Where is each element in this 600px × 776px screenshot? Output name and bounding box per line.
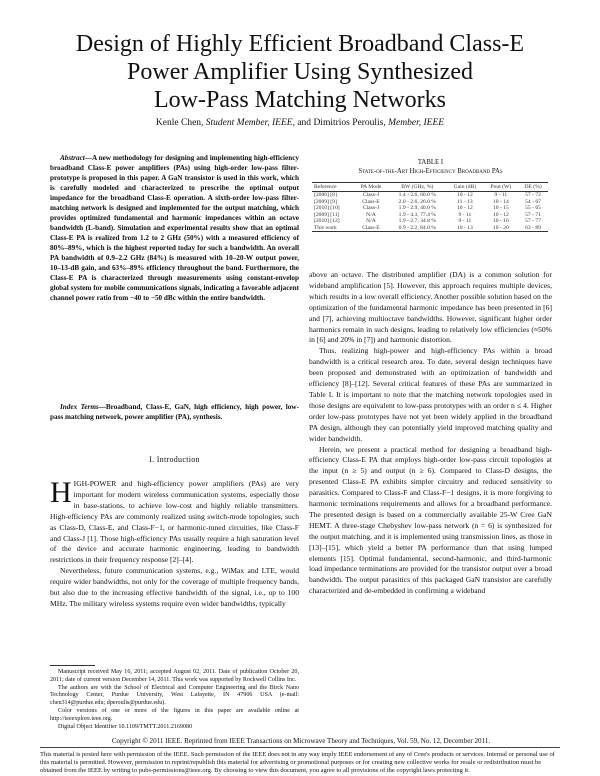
table-number: TABLE I bbox=[417, 159, 444, 166]
introduction-text bbox=[50, 476, 299, 610]
footnote-doi: Digital Object Identifier 10.1109/TMTT.2011.2169080 bbox=[58, 723, 193, 730]
table-cell: 0.9 - 2.2, 84.0 % bbox=[388, 225, 446, 232]
intro-paragraph-2: Nevertheless, future communication systems, e.g., WiMax and LTE, would require wider bandwidths, not only for the coverage of multiple frequency bands, but also due to the increasing effective bandwidth of the signal, i.e., up to 100 MHz. The military wireless systems require even wider bandwidths, typically bbox=[50, 566, 299, 608]
table-row bbox=[312, 192, 548, 199]
abstract-label: Abstract— bbox=[60, 154, 92, 162]
table-cell: 1.4 - 2.6, 60.0 % bbox=[398, 192, 436, 198]
body-paragraph: Thus, realizing high-power and high-efficiency PAs within a broad bandwidth is a critical research area. To date, several design techniques have been proposed and demonstrated with an optimization of bandwidth and efficiency [8]–[12]. Several critical features of these PAs are summarized in Table I. It is important to note that the matching network topologies used in those designs are equivalent to low-pass prototypes with an order n ≤ 4. Higher order low-pass prototypes have not yet been widely applied in the broadband PA design, although they can potentially yield improved matching quality and wider bandwidth. bbox=[309, 346, 552, 443]
title-line-3: Low-Pass Matching Networks bbox=[154, 87, 446, 113]
author-line bbox=[40, 118, 560, 128]
intro-paragraph-1: IGH-POWER and high-efficiency power amplifiers (PAs) are very important for modern wireless communication systems, especially those in base-stations, to achieve low-cost and highly reliable transmitters. High-efficiency PAs are commonly realized using switch-mode topologies, such as Class-D, Class-E, and Class-F−1, or harmonic-tuned circuities, like Class-F and Class-J [1]. Those high-efficiency PAs usually require a high saturation level of the device and accurate harmonic engineering, leading to bandwidth restrictions in their frequency response [2]–[4]. bbox=[50, 479, 299, 565]
body-paragraph: above an octave. The distributed amplifier (DA) is a common solution for wideband amplification [5]. However, this approach requires multiple devices, which results in a low overall efficiency. Another possible solution based on the optimization of the fundamental harmonic impedance has been presented in [6] and [7], achieving multioctave bandwidths. However, significant higher order harmonics remain in such designs, leading to relatively low efficiencies (≈50% in [6] and 20% in [7]) and harmonic distortion. bbox=[309, 270, 552, 345]
table-cell: [2009] [11] bbox=[314, 211, 340, 218]
title-line-1: Design of Highly Efficient Broadband Class-E bbox=[75, 31, 525, 57]
table-title: State-of-the-Art High-Efficiency Broadband PAs bbox=[358, 168, 503, 175]
right-column-text bbox=[309, 270, 552, 597]
table-cell: [2010] [10] bbox=[314, 205, 340, 211]
table-cell: [2010] [12] bbox=[314, 218, 340, 224]
table-cell: 9 - 11 bbox=[458, 218, 472, 224]
footnote-affiliation: The authors are with the School of Electrical and Computer Engineering and the Birck Nano Technology Center, Purdue University, West Lafayette, IN 47906 USA (e-mail: chen314@purdue.edu; dperoulis@purdue.edu). bbox=[50, 684, 299, 707]
table-cell: 55 - 65 bbox=[525, 205, 541, 211]
table-cell: 1.9 - 2.9, 40.0 % bbox=[398, 205, 436, 211]
comparison-table bbox=[312, 182, 548, 232]
table-cell: 10 - 13 bbox=[446, 225, 483, 232]
table-cell: 57 - 72 bbox=[525, 192, 541, 198]
table-cell: 57 - 71 bbox=[525, 211, 541, 218]
abstract bbox=[50, 153, 299, 303]
author-conjunction: and bbox=[297, 118, 312, 128]
table-cell: 10 - 20 bbox=[484, 225, 519, 232]
table-cell: 10 - 12 bbox=[456, 205, 473, 211]
author-role-1: Student Member, IEEE, bbox=[205, 118, 295, 128]
table-cell: Class-J bbox=[362, 205, 380, 211]
table-row bbox=[312, 225, 548, 232]
author-role-2: Member, IEEE bbox=[388, 118, 445, 128]
table-cell: 10 - 12 bbox=[456, 192, 473, 198]
copyright-divider bbox=[40, 747, 560, 748]
permission-notice: This material is posted here with permission of the IEEE. Such permission of the IEEE does not in any way imply IEEE endorsement of any of Cree's products or services. Internal or personal use of this material is permitted. However, permission to reprint/republish this material for advertising or promotional purposes or for creating new collective works for resale or redistribution must be obtained from the IEEE by writing to pubs-permissions@ieee.org. By choosing to view this document, you agree to all provisions of the copyright laws protecting it. bbox=[40, 751, 555, 774]
author-name-2: Dimitrios Peroulis, bbox=[313, 118, 386, 128]
section-heading: I. Introduction bbox=[149, 455, 200, 464]
table-cell: 10 - 14 bbox=[492, 198, 509, 205]
table-cell: 9 - 11 bbox=[458, 211, 472, 218]
footnote-divider bbox=[50, 665, 95, 666]
table-cell: 9 - 11 bbox=[494, 192, 508, 198]
table-cell: Class-E bbox=[362, 198, 380, 205]
drop-cap: H bbox=[50, 476, 72, 509]
author-name-1: Kenle Chen, bbox=[155, 118, 204, 128]
table-header-row bbox=[312, 183, 548, 192]
table-cell: 1.9 - 2.7, 34.8 % bbox=[398, 218, 436, 224]
abstract-text: A new methodology for designing and implementing high-efficiency broadband Class-E power amplifiers (PAs) using high-order low-pass filter-prototype is proposed in this paper. A GaN transistor is used in this work, which is carefully modeled and characterized to prescribe the optimal output impedance for the broadband Class-E operation. A sixth-order low-pass filter-matching network is designed and implemented for the output matching, which provides optimized fundamental and harmonic impedances within an octave bandwidth (L-band). Simulation and experimental results show that an optimal Class-E PA is realized from 1.2 to 2 GHz (50%) with a measured efficiency of 80%–89%, which is the highest reported today for such a bandwidth. An overall PA bandwidth of 0.9–2.2 GHz (84%) is measured with 10–20-W output power, 10–13-dB gain, and 63%–89% efficiency throughout the band. Furthermore, the Class-E PA is characterized through measurements using constant-envelop global system for mobile communications signals, indicating a favorable adjacent channel power ratio from −40 to −50 dBc within the entire bandwidth. bbox=[50, 154, 299, 302]
paper-title bbox=[40, 30, 560, 114]
table-cell: 1.9 - 4.3, 77.4 % bbox=[398, 211, 436, 218]
table-cell: [2009] [9] bbox=[314, 198, 337, 205]
table-header-cell: BW (GHz, %) bbox=[388, 183, 446, 192]
table-cell: 10 - 16 bbox=[492, 218, 509, 224]
copyright-line: Copyright © 2011 IEEE. Reprinted from IEEE Transactions on Microwave Theory and Techniques, Vol. 59, No. 12, December 2011. bbox=[111, 737, 491, 745]
table-cell: 57 - 77 bbox=[525, 218, 541, 224]
table-header-cell: Reference bbox=[312, 183, 354, 192]
footnote-manuscript: Manuscript received May 16, 2011; accepted August 02, 2011. Date of publication October 20, 2011; date of current version December 14, 2011. This work was supported by Rockwell Collins Inc. bbox=[50, 669, 299, 683]
table-cell: 63 - 89 bbox=[518, 225, 548, 232]
table-cell: [2006] [8] bbox=[314, 192, 337, 198]
index-terms-text: Broadband, Class-E, GaN, high efficiency, high power, low-pass matching network, power amplifier (PA), synthesis. bbox=[50, 403, 299, 421]
table-header-cell: Gain (dB) bbox=[446, 183, 483, 192]
table-cell: 10 - 15 bbox=[492, 205, 509, 211]
footnote-color: Color versions of one or more of the figures in this paper are available online at http://ieeexplore.ieee.org. bbox=[50, 707, 299, 722]
title-line-2: Power Amplifier Using Synthesized bbox=[127, 59, 473, 85]
table-caption bbox=[309, 158, 552, 176]
table-cell: 10 - 12 bbox=[492, 211, 509, 218]
table-cell: This work bbox=[312, 225, 354, 232]
table-cell: Class-J bbox=[362, 192, 380, 198]
table-cell: N/A bbox=[366, 211, 376, 218]
table-cell: 54 - 67 bbox=[525, 198, 541, 205]
table-header-cell: Pout (W) bbox=[484, 183, 519, 192]
table-cell: Class-E bbox=[354, 225, 389, 232]
table-cell: 2.0 - 2.6, 26.0 % bbox=[398, 198, 436, 205]
table-header-cell: DE (%) bbox=[518, 183, 548, 192]
table-cell: N/A bbox=[366, 218, 376, 224]
index-terms bbox=[50, 402, 299, 422]
table-cell: 11 - 13 bbox=[457, 198, 473, 205]
footnotes bbox=[50, 669, 299, 731]
table-header-cell: PA Mode bbox=[354, 183, 389, 192]
body-paragraph: Herein, we present a practical method for designing a broadband high-efficiency Class-E PA that employs high-order low-pass circuit topologies at the input (n ≥ 5) and output (n ≥ 6). Compared to Class-D designs, the presented Class-E PA exhibits simpler circuitry and reduced sensitivity to parasitics. Compared to Class-F and Class-F−1 designs, it is more forgiving to harmonic terminations requirements and allows for a broadband performance. The presented design is based on a commercially available 25-W Cree GaN HEMT. A three-stage Chebyshev low-pass network (n = 6) is synthesized for the output matching, and it is implemented using transmission lines, as those in [13]–[15], which yield a better PA performance than that using lumped elements [15]. Optimal fundamental, second-harmonic, and third-harmonic load impedance terminations are provided for the transistor output over a broad bandwidth. The output parasitics of this packaged GaN transistor are carefully characterized and de-embedded in confirming a wideband bbox=[309, 444, 552, 596]
index-terms-label: Index Terms— bbox=[60, 403, 106, 411]
